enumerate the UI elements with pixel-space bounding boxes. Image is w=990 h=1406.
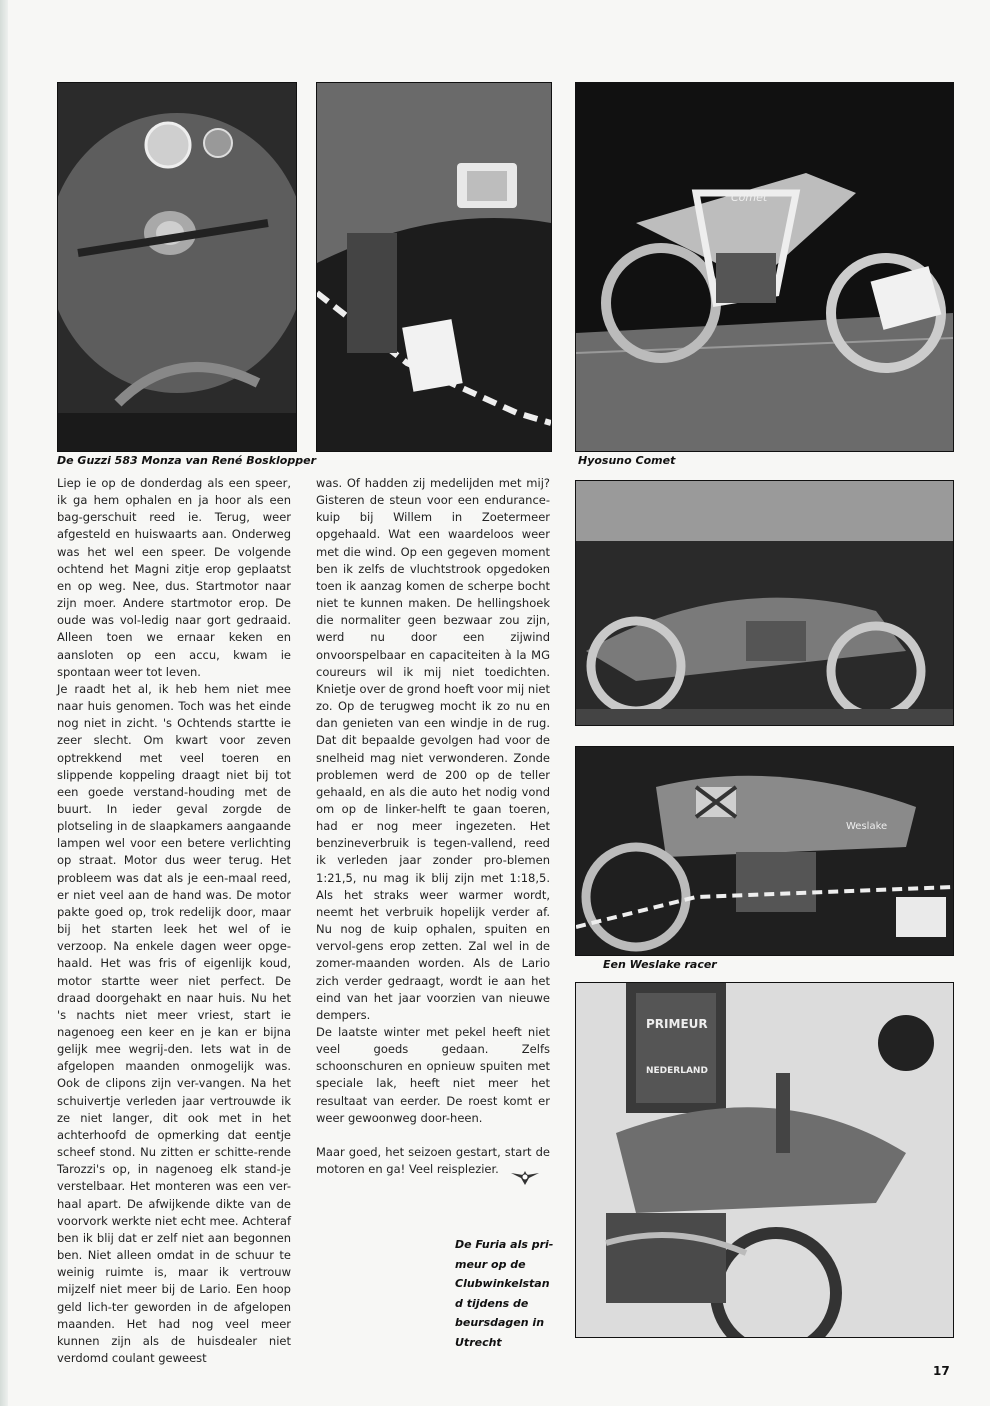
photo-furia xyxy=(575,982,954,1338)
paragraph: Je raadt het al, ik heb hem niet mee naar huis genomen. Toch was het einde nog niet in zicht. 's Ochtends startte ie zeer slecht. Om kwart voor zeven optrekkend met veel toeren en slippende koppeling draagt niet bij tot een goede verstand-houding met de buurt. In ieder geval zorgde de plotseling in de slaapkamers aangaande lampen wel voor een betere verlichting op straat. Motor dus weer terug. Het probleem was dat als je een-maal reed, er niet veel aan de hand was. De motor pakte goed op, trok redelijk door, maar bij het starten leek het wel of ie verzoop. Na enkele dagen weer opge-haald. Het was fris of eigenlijk koud, motor startte weer niet perfect. De draad doorgehakt en naar huis. Nu het 's nachts niet meer vriest, start ie nagenoeg een keer en je kan er bijna gelijk mee wegrij-den. Iets wat in de afgelopen maanden onmogelijk was. Ook de clipons zijn ver-vangen. Na het schuivertje verleden jaar vertrouwde ik ze niet langer, dit ook met in het achterhoofd de opmerking dat eentje scheef stond. Nu zitten er schitte-rende Tarozzi's op, in nagenoeg elk stand-je verstelbaar. Het monteren was een ver-haal apart. De afwijkende dikte van de voorvork werkte niet echt mee. Achteraf ben ik blij dat er zelf niet aan begonnen ben. Niet alleen omdat in de schuur te weinig ruimte is, maar ik vertrouw mijzelf niet meer bij de Lario. Een hoop geld lich-ter geworden in de afgelopen maanden. Het had nog veel meer kunnen zijn als de huisdealer niet verdomd coulant geweest xyxy=(57,681,291,1365)
club-wings-logo xyxy=(509,1167,541,1187)
sign-text-nederland: NEDERLAND xyxy=(646,1066,708,1076)
photo-hyosung-comet xyxy=(575,82,954,452)
caption-guzzi-monza: De Guzzi 583 Monza van René Bosklopper xyxy=(57,454,316,467)
comet-badge-text: Comet xyxy=(731,191,768,204)
caption-hyosung-comet: Hyosuno Comet xyxy=(578,454,676,467)
paragraph: Maar goed, het seizoen gestart, start de motoren en ga! Veel reisplezier. xyxy=(316,1144,550,1177)
caption-line: beursdagen in xyxy=(455,1316,545,1329)
weslake-tank-text: Weslake xyxy=(846,821,888,832)
caption-line: De Furia als pri- xyxy=(455,1238,554,1251)
caption-furia xyxy=(455,1235,570,1352)
paragraph: Liep ie op de donderdag als een speer, ik ga hem ophalen en ja hoor als een bag-gerschuit reed ie. Terug, weer afgesteld en huiswaarts aan. Onderweg was het wel een speer. De volgende ochtend het Magni zitje erop geplaatst en op weg. Nee, dus. Startmotor naar zijn moer. Andere startmotor erop. De oude was vol-ledig naar gort gedraaid. Alleen toen we ernaar keken en aansloten op een accu, kwam ie spontaan weer tot leven. xyxy=(57,476,291,679)
caption-weslake-racer: Een Weslake racer xyxy=(603,958,717,971)
caption-line: Clubwinkelstan xyxy=(455,1277,550,1290)
caption-line: meur op de xyxy=(455,1257,526,1271)
article-column-1 xyxy=(57,475,291,1367)
photo-fairing xyxy=(316,82,552,452)
sign-text-primeur: PRIMEUR xyxy=(646,1017,708,1031)
paragraph: De laatste winter met pekel heeft niet veel goeds gedaan. Zelfs schoonschuren en opnieuw spuiten met speciale lak, heeft niet meer het resultaat van eerder. De roest komt er weer gewoonweg door-heen. xyxy=(316,1025,550,1125)
photo-guzzi-monza xyxy=(57,82,297,452)
caption-line: d tijdens de xyxy=(455,1296,529,1310)
page-edge-strip xyxy=(0,0,8,1406)
photo-weslake-racer xyxy=(575,746,954,956)
photo-sport-bike xyxy=(575,480,954,726)
caption-line: Utrecht xyxy=(455,1335,502,1349)
page-number: 17 xyxy=(933,1364,950,1378)
paragraph: was. Of hadden zij medelijden met mij? Gisteren de steun voor een endurance-kuip bij Willem in Zoetermeer opgehaald. Wat een waardeloos weer met die wind. Op een gegeven moment ben ik zelfs de vluchtstrook opgedoken toen ik aanzag komen de scherpe bocht niet te kunnen maken. De hellingshoek die normaliter geen bezwaar zou zijn, werd nu door een zijwind onvoorspelbaar en capaciteiten à la MG coureurs wil ik mij niet toedichten. Knietje over de grond hoeft voor mij niet zo. Op de terugweg mocht ik zo nu en dan genieten van een windje in de rug. Dat dit bepaalde gevolgen had voor de snelheid mag niet verwonderen. Zonde problemen werd de 200 op de teller gehaald, en als die auto het nodig vond om op de linker-helft te gaan toeren, had er nog meer ingezeten. Het benzineverbruik is tegen-vallend, reed ik verleden jaar zonder pro-blemen 1:21,5, nu mag ik blij zijn met 1:18,5. Als het straks weer warmer wordt, neemt het verbruik hopelijk verder af. Nu nog de kuip ophalen, spuiten en vervol-gens erop zetten. Zal wel in de zomer-maanden worden. Als de Lario zich verder gedraagt, wordt ie aan het eind van het jaar voorzien van nieuwe dempers. xyxy=(316,476,550,1022)
article-column-2 xyxy=(316,475,550,1178)
